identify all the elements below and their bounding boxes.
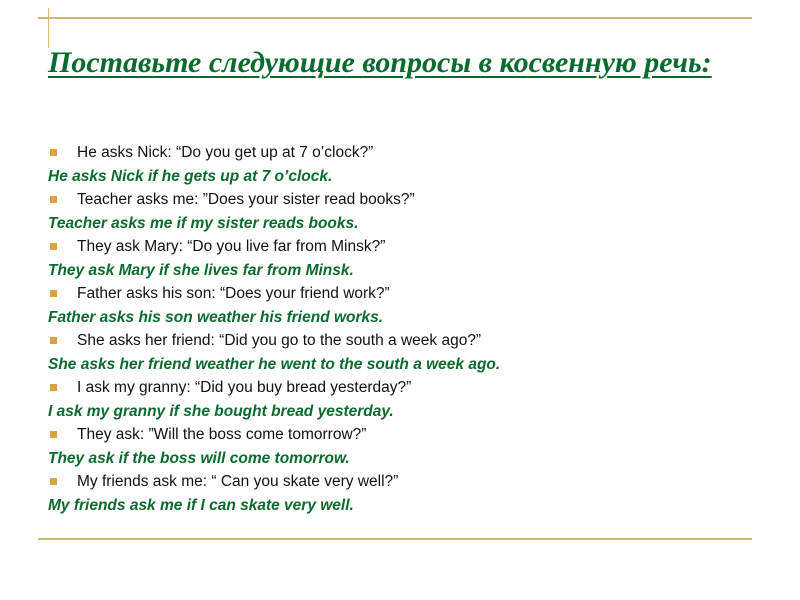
question-text: He asks Nick: “Do you get up at 7 o’clock?” <box>77 144 374 161</box>
question-line <box>48 376 768 400</box>
answer-line: I ask my granny if she bought bread yesterday. <box>48 402 394 420</box>
question-text: I ask my granny: “Did you buy bread yesterday?” <box>77 379 412 396</box>
question-text: They ask Mary: “Do you live far from Minsk?” <box>77 238 386 255</box>
square-bullet-icon <box>50 431 57 438</box>
square-bullet-icon <box>50 243 57 250</box>
answer-line: My friends ask me if I can skate very well. <box>48 496 354 514</box>
question-line <box>48 329 768 353</box>
question-line <box>48 188 768 212</box>
question-text: Father asks his son: “Does your friend work?” <box>77 285 390 302</box>
question-line <box>48 470 768 494</box>
question-text: Teacher asks me: ”Does your sister read books?” <box>77 191 415 208</box>
slide-title: Поставьте следующие вопросы в косвенную речь: <box>48 46 712 79</box>
square-bullet-icon <box>50 337 57 344</box>
square-bullet-icon <box>50 196 57 203</box>
answer-line: Teacher asks me if my sister reads books. <box>48 214 359 232</box>
square-bullet-icon <box>50 384 57 391</box>
square-bullet-icon <box>50 478 57 485</box>
answer-line: She asks her friend weather he went to the south a week ago. <box>48 355 501 373</box>
question-text: They ask: ”Will the boss come tomorrow?” <box>77 426 367 443</box>
square-bullet-icon <box>50 290 57 297</box>
answer-line: They ask if the boss will come tomorrow. <box>48 449 350 467</box>
answer-line: He asks Nick if he gets up at 7 o’clock. <box>48 167 333 185</box>
exercise-list <box>48 141 768 517</box>
question-text: She asks her friend: “Did you go to the south a week ago?” <box>77 332 482 349</box>
question-line <box>48 282 768 306</box>
bottom-divider <box>38 538 752 540</box>
question-line <box>48 235 768 259</box>
answer-line: They ask Mary if she lives far from Minsk. <box>48 261 354 279</box>
top-divider <box>38 17 752 19</box>
question-text: My friends ask me: “ Can you skate very well?” <box>77 473 399 490</box>
question-line <box>48 141 768 165</box>
question-line <box>48 423 768 447</box>
answer-line: Father asks his son weather his friend works. <box>48 308 384 326</box>
square-bullet-icon <box>50 149 57 156</box>
